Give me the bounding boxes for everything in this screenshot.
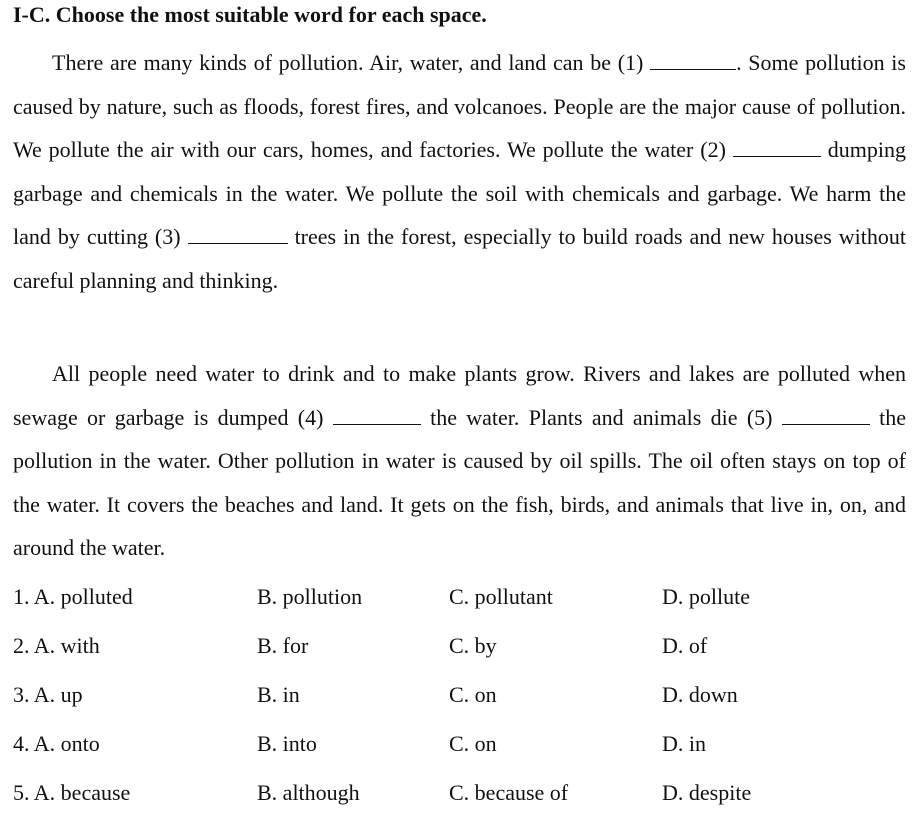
option-c[interactable]: C. by [449, 633, 497, 658]
option-d[interactable]: D. down [662, 682, 738, 707]
passage-text: There are many kinds of pollution. Air, water, and land can be (1) [52, 50, 651, 75]
option-a[interactable]: 4. A. onto [13, 731, 100, 756]
option-d[interactable]: D. despite [662, 780, 752, 805]
option-c[interactable]: C. because of [449, 780, 569, 805]
question-row-5 [13, 778, 906, 808]
answer-blank-5 [782, 410, 870, 425]
option-a[interactable]: 1. A. polluted [13, 584, 133, 609]
passage-text: trees in the forest, especially to build roads and new houses without careful planning and thinking. [13, 224, 906, 293]
answer-blank-2 [733, 142, 821, 157]
option-b[interactable]: B. pollution [257, 584, 363, 609]
option-a[interactable]: 2. A. with [13, 633, 100, 658]
section-heading: I-C. Choose the most suitable word for each space. [13, 2, 487, 27]
question-row-4 [13, 729, 906, 759]
passage-paragraph-1 [13, 41, 906, 303]
question-row-1 [13, 582, 906, 612]
passage-text: All people need water to drink and to make plants grow. Rivers and lakes are polluted when sewage or garbage is dumped (4) [13, 361, 906, 430]
option-c[interactable]: C. on [449, 682, 497, 707]
option-a[interactable]: 5. A. because [13, 780, 131, 805]
option-b[interactable]: B. into [257, 731, 317, 756]
passage-text: dumping garbage and chemicals in the water. We pollute the soil with chemicals and garbage. We harm the land by cutting (3) [13, 137, 906, 250]
answer-blank-3 [188, 229, 288, 244]
option-b[interactable]: B. for [257, 633, 309, 658]
option-a[interactable]: 3. A. up [13, 682, 83, 707]
question-row-2 [13, 631, 906, 661]
option-d[interactable]: D. of [662, 633, 708, 658]
option-c[interactable]: C. on [449, 731, 497, 756]
option-d[interactable]: D. pollute [662, 584, 750, 609]
option-c[interactable]: C. pollutant [449, 584, 553, 609]
passage-text: the pollution in the water. Other pollution in water is caused by oil spills. The oil often stays on top of the water. It covers the beaches and land. It gets on the fish, birds, and animals that live in, on, and around the water. [13, 404, 906, 561]
passage-paragraph-2 [13, 352, 906, 570]
passage-text: the water. Plants and animals die (5) [420, 404, 782, 430]
answer-blank-4 [333, 410, 421, 425]
option-d[interactable]: D. in [662, 731, 706, 756]
answer-blank-1 [650, 55, 736, 70]
option-b[interactable]: B. in [257, 682, 300, 707]
question-row-3 [13, 680, 906, 710]
passage-text: . Some pollution is caused by nature, such as floods, forest fires, and volcanoes. People are the major cause of pollution. We pollute the air with our cars, homes, and factories. We pollute the water (2) [13, 50, 906, 163]
option-b[interactable]: B. although [257, 780, 360, 805]
